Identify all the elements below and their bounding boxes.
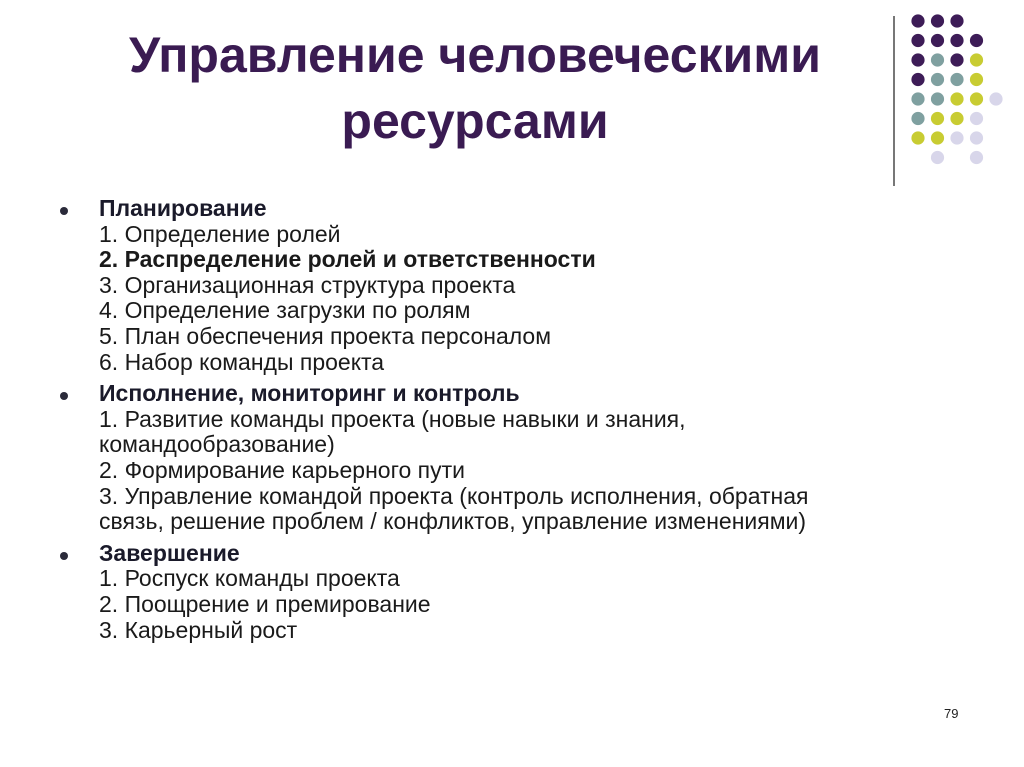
decorative-dot	[931, 14, 944, 27]
decorative-dot	[970, 151, 983, 164]
decorative-dot	[970, 92, 983, 105]
page-number: 79	[944, 706, 959, 721]
decorative-dot	[950, 131, 963, 144]
title-line-1: Управление человеческими	[129, 27, 821, 83]
section-heading: Планирование	[99, 195, 267, 221]
section-heading: Исполнение, мониторинг и контроль	[99, 380, 520, 407]
list-item: 3. Карьерный рост	[99, 616, 298, 643]
decorative-dot	[931, 112, 944, 125]
decorative-dot	[911, 92, 924, 105]
list-item: связь, решение проблем / конфликтов, управление изменениями)	[99, 508, 807, 535]
decorative-dot	[970, 53, 983, 66]
decorative-dot	[911, 112, 924, 125]
vertical-divider	[893, 16, 895, 186]
list-item: 5. План обеспечения проекта персоналом	[99, 322, 552, 349]
list-item: 1. Роспуск команды проекта	[99, 565, 400, 592]
decorative-dot	[911, 73, 924, 86]
list-item: 4. Определение загрузки по ролям	[99, 297, 471, 324]
list-item: 1. Развитие команды проекта (новые навыки и знания,	[99, 405, 686, 432]
bullet-icon	[60, 207, 68, 215]
section-planning	[60, 196, 960, 375]
decorative-dot	[970, 131, 983, 144]
section-closing	[60, 541, 960, 643]
decorative-dot	[950, 53, 963, 66]
decorative-dot	[989, 92, 1002, 105]
list-item: 6. Набор команды проекта	[99, 348, 385, 375]
list-item: 1. Определение ролей	[99, 220, 341, 247]
decorative-dot	[950, 92, 963, 105]
list-item: 2. Распределение ролей и ответственности	[99, 246, 596, 273]
bullet-icon	[60, 552, 68, 560]
list-item: 2. Формирование карьерного пути	[99, 456, 465, 483]
bullet-icon	[60, 392, 68, 400]
list-item: 3. Управление командой проекта (контроль исполнения, обратная	[99, 482, 809, 509]
list-item: 2. Поощрение и премирование	[99, 590, 431, 617]
decorative-dot	[931, 131, 944, 144]
title-line-2: ресурсами	[341, 93, 609, 149]
decorative-dot	[950, 34, 963, 47]
slide-title	[60, 22, 890, 154]
decorative-dot	[931, 53, 944, 66]
decorative-dot	[950, 112, 963, 125]
decorative-dot	[931, 151, 944, 164]
list-item: 3. Организационная структура проекта	[99, 271, 516, 298]
section-execution	[60, 381, 960, 535]
decorative-dot	[931, 73, 944, 86]
decorative-dot	[911, 53, 924, 66]
decorative-dot	[931, 92, 944, 105]
decorative-dot	[970, 112, 983, 125]
decorative-dot	[911, 34, 924, 47]
decorative-dot	[950, 14, 963, 27]
list-item: командообразование)	[99, 431, 335, 458]
section-heading: Завершение	[99, 539, 240, 566]
decorative-dot	[911, 14, 924, 27]
decorative-dot	[931, 34, 944, 47]
decorative-dot	[911, 131, 924, 144]
decorative-dot	[950, 73, 963, 86]
slide-content	[60, 196, 960, 649]
decorative-dot	[970, 73, 983, 86]
decorative-dot	[970, 34, 983, 47]
